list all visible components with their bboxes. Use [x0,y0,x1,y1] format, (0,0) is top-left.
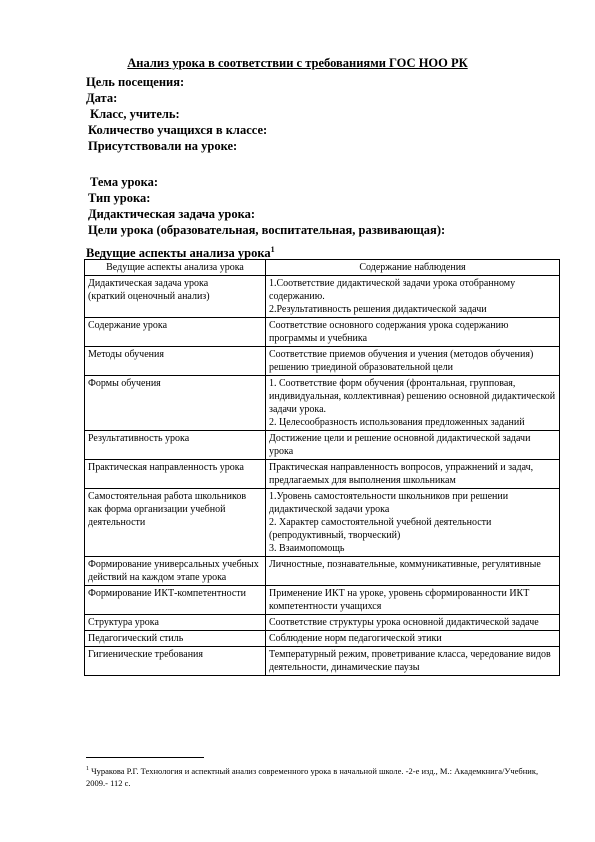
content-cell [266,615,560,631]
aspect-cell-line: Гигиенические требования [88,649,203,660]
table-body [85,276,560,676]
content-cell [266,460,560,489]
aspect-cell-line: (краткий оценочный анализ) [88,291,210,302]
header-aspects: Ведущие аспекты анализа урока [85,260,266,276]
aspect-cell [85,557,266,586]
content-cell [266,431,560,460]
content-cell-line: 2. Характер самостоятельной учебной деятельности (репродуктивный, творческий) [269,517,492,541]
content-cell [266,276,560,318]
field-class-teacher: Класс, учитель: [90,107,180,121]
field-students: Количество учащихся в классе: [88,123,268,137]
field-didactic-task: Дидактическая задача урока: [88,207,256,221]
content-cell-line: Соответствие основного содержания урока содержанию программы и учебника [269,320,509,344]
content-cell [266,631,560,647]
footnote [86,763,556,789]
aspect-cell-line: Методы обучения [88,349,164,360]
aspect-cell-line: Результативность урока [88,433,190,444]
content-cell-line: 1.Соответствие дидактической задачи урока отобранному содержанию. [269,278,516,302]
aspect-cell [85,647,266,676]
field-purpose: Цель посещения: [86,75,185,89]
field-date: Дата: [86,91,118,105]
field-topic: Тема урока: [90,175,159,189]
aspect-cell-line: Формирование универсальных учебных действий на каждом этапе урока [88,559,259,583]
content-cell-line: 2. Целесообразность использования предложенных заданий [269,417,525,428]
footnote-mark: 1 [86,766,89,772]
aspect-cell [85,376,266,431]
table-row [85,376,560,431]
footnote-ref: 1 [270,244,275,254]
aspect-cell [85,460,266,489]
aspect-cell [85,631,266,647]
table-row [85,586,560,615]
aspect-cell [85,347,266,376]
table-row [85,615,560,631]
content-cell [266,318,560,347]
aspect-cell [85,615,266,631]
content-cell-line: 1. Соответствие форм обучения (фронтальная, групповая, индивидуальная, коллективная) решению основной дидактической задачи урока. [269,378,556,415]
field-type: Тип урока: [88,191,151,205]
table-row [85,489,560,557]
aspect-cell-line: Самостоятельная работа школьников как форма организации учебной деятельности [88,491,247,528]
content-cell-line: Личностные, познавательные, коммуникативные, регулятивные [269,559,541,570]
table-row [85,276,560,318]
aspect-cell [85,586,266,615]
aspect-cell [85,318,266,347]
content-cell-line: 2.Результативность решения дидактической задачи [269,304,487,315]
field-present: Присутствовали на уроке: [88,139,238,153]
table-row [85,647,560,676]
table-header-row [85,260,560,276]
analysis-table [84,259,560,676]
content-cell-line: Соблюдение норм педагогической этики [269,633,442,644]
table-row [85,347,560,376]
aspect-cell-line: Формирование ИКТ-компетентности [88,588,246,599]
content-cell-line: Температурный режим, проветривание класса, чередование видов деятельности, динамические паузы [269,649,551,673]
aspect-cell-line: Педагогический стиль [88,633,184,644]
footnote-text: Чуракова Р.Г. Технология и аспектный анализ современного урока в начальной школе. -2-е изд., М.: Академкнига/Учебник, 2009.- 112 с. [86,765,539,788]
aspect-cell [85,276,266,318]
field-goals: Цели урока (образовательная, воспитательная, развивающая): [88,223,446,237]
table-row [85,431,560,460]
content-cell-line: Практическая направленность вопросов, упражнений и задач, предлагаемых для выполнения школьникам [269,462,534,486]
section-heading-text: Ведущие аспекты анализа урока [86,246,271,260]
content-cell [266,647,560,676]
table-row [85,631,560,647]
content-cell-line: Соответствие приемов обучения и учения (методов обучения) решению триединой образовательной цели [269,349,534,373]
footnote-separator [86,757,204,758]
content-cell-line: 1.Уровень самостоятельности школьников при решении дидактической задачи урока [269,491,509,515]
visit-fields [86,74,445,238]
content-cell-line: Соответствие структуры урока основной дидактической задаче [269,617,539,628]
aspect-cell [85,431,266,460]
aspect-cell [85,489,266,557]
aspect-cell-line: Практическая направленность урока [88,462,244,473]
document-title: Анализ урока в соответствии с требованиями ГОС НОО РК [127,56,468,70]
content-cell-line: 3. Взаимопомощь [269,543,345,554]
aspect-cell-line: Содержание урока [88,320,168,331]
table-row [85,557,560,586]
content-cell [266,557,560,586]
content-cell [266,347,560,376]
aspect-cell-line: Формы обучения [88,378,161,389]
content-cell [266,376,560,431]
content-cell [266,489,560,557]
content-cell-line: Применение ИКТ на уроке, уровень сформированности ИКТ компетентности учащихся [269,588,530,612]
aspect-cell-line: Структура урока [88,617,159,628]
aspect-cell-line: Дидактическая задача урока [88,278,209,289]
table-row [85,460,560,489]
content-cell [266,586,560,615]
content-cell-line: Достижение цели и решение основной дидактической задачи урока [269,433,531,457]
table-row [85,318,560,347]
header-content: Содержание наблюдения [266,260,560,276]
